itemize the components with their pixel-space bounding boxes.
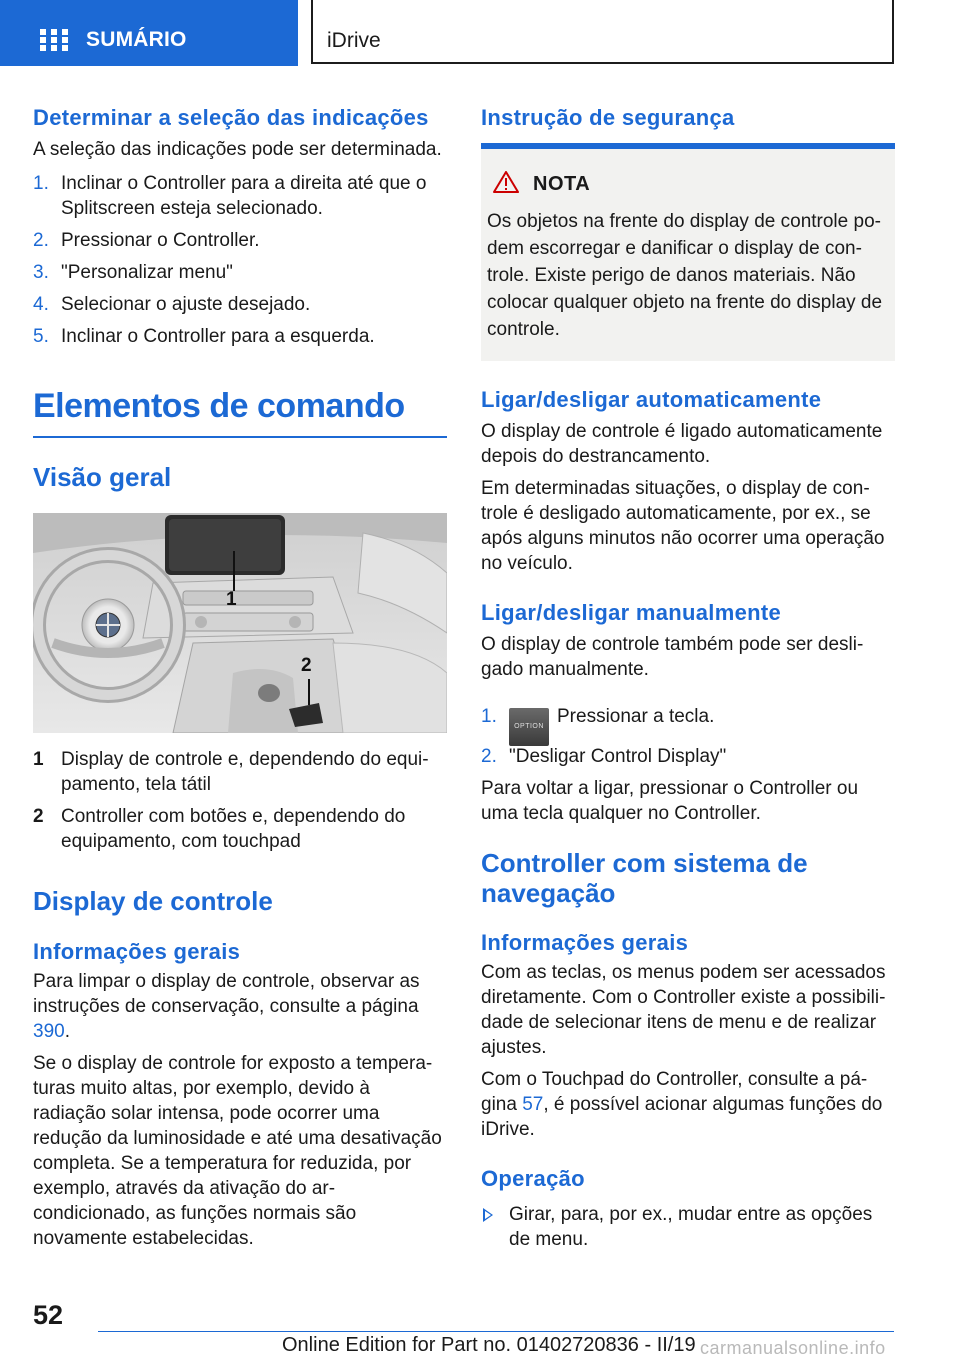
section-heading-overview: Visão geral <box>33 462 172 492</box>
legend-number: 1 <box>33 749 44 770</box>
callout-1: 1 <box>226 589 237 610</box>
manual-steps <box>481 698 895 769</box>
manual-paragraph-1: O display de controle também pode ser desligado manualmente. <box>481 634 864 680</box>
watermark: carmanualsonline.info <box>700 1338 886 1358</box>
section-heading-safety: Instrução de segurança <box>481 105 735 130</box>
step-text: Inclinar o Controller para a direita até que o Splitscreen esteja selecionado. <box>61 173 427 219</box>
page-number: 52 <box>33 1300 64 1330</box>
bullet-text: Girar, para, por ex., mudar entre as opções de menu. <box>509 1204 873 1250</box>
nav-text-end: , é possível acionar algumas funções do iDrive. <box>481 1094 883 1140</box>
footer-edition: Online Edition for Part no. 01402720836 - II/19 <box>282 1334 696 1356</box>
step-text: "Personalizar menu" <box>61 262 233 283</box>
option-key-icon: OPTION <box>509 708 549 746</box>
section-heading-selection: Determinar a seleção das indicações <box>33 105 429 130</box>
right-column <box>481 100 895 1252</box>
nav-text: Com o Touchpad do Controller, consulte a página <box>481 1069 868 1115</box>
step-text: "Desligar Control Display" <box>509 746 727 767</box>
list-item <box>33 260 447 285</box>
step-text: Selecionar o ajuste desejado. <box>61 294 311 315</box>
step-text: Pressionar o Controller. <box>61 230 260 251</box>
legend-text: Controller com botões e, dependendo do equipamento, com touchpad <box>61 806 406 852</box>
sumario-label: SUMÁRIO <box>86 28 187 51</box>
subsection-heading-nav-info: Informações gerais <box>481 930 689 955</box>
section-heading-display: Display de controle <box>33 886 273 916</box>
step-number: 3. <box>33 262 49 283</box>
legend <box>33 747 447 854</box>
nota-box <box>481 143 895 361</box>
nota-label: NOTA <box>533 173 591 195</box>
legend-item <box>33 747 447 797</box>
top-navigation <box>0 0 960 66</box>
selection-steps <box>33 171 447 349</box>
info-text-end: . <box>64 1021 70 1042</box>
step-number: 1. <box>33 173 49 194</box>
page-link-57[interactable]: 57 <box>522 1094 544 1115</box>
manual-paragraph-2: Para voltar a ligar, pressionar o Controller ou uma tecla qualquer no Controller. <box>481 778 859 824</box>
auto-paragraph-1: O display de controle é ligado automaticamente depois do destrancamento. <box>481 421 883 467</box>
list-item <box>33 171 447 221</box>
breadcrumb[interactable] <box>311 0 894 64</box>
info-text: Para limpar o display de controle, observar as instruções de conservação, consulte a página <box>33 971 420 1017</box>
sumario-button[interactable] <box>0 0 298 66</box>
nota-title <box>493 171 887 198</box>
nav-paragraph-1: Com as teclas, os menus podem ser acessados diretamente. Com o Controller existe a possibilidade de selecionar itens de menu e de realizar ajustes. <box>481 962 886 1058</box>
left-column <box>33 100 447 1251</box>
page-link-390[interactable]: 390 <box>33 1021 65 1042</box>
dashboard-illustration <box>33 513 447 733</box>
nav-paragraph-2 <box>481 1067 895 1142</box>
section-heading-auto: Ligar/desligar automaticamente <box>481 387 822 412</box>
list-item <box>481 698 895 736</box>
section-heading-manual: Ligar/desligar manualmente <box>481 600 781 625</box>
step-number: 4. <box>33 294 49 315</box>
section-heading-navigation: Controller com sistema de navegação <box>481 848 808 908</box>
subsection-heading-info: Informações gerais <box>33 939 241 964</box>
list-item <box>33 292 447 317</box>
step-number: 2. <box>33 230 49 251</box>
grid-menu-icon <box>40 29 68 51</box>
legend-number: 2 <box>33 806 44 827</box>
step-number: 5. <box>33 326 49 347</box>
info-paragraph-1 <box>33 969 447 1044</box>
footer-rule <box>98 1331 894 1332</box>
list-item <box>481 744 895 769</box>
step-number: 2. <box>481 746 497 767</box>
dashboard-drawing <box>33 513 447 733</box>
legend-item <box>33 804 447 854</box>
callout-2: 2 <box>301 655 312 676</box>
warning-icon <box>493 171 519 198</box>
legend-text: Display de controle e, dependendo do equipamento, tela tátil <box>61 749 429 795</box>
step-text: Pressionar a tecla. <box>557 706 715 727</box>
chapter-title: Elementos de comando <box>33 387 405 425</box>
list-item <box>33 324 447 349</box>
chapter-rule <box>33 436 447 438</box>
info-paragraph-2: Se o display de controle for exposto a temperaturas muito altas, por exemplo, devido à radiação solar intensa, pode ocorrer uma redução da luminosidade e até uma desativação completa. Se a temperatura for reduzida, por exemplo, através da ativação do ar-condicionado, as funções normais são novamente estabelecidas. <box>33 1053 442 1249</box>
selection-intro: A seleção das indicações pode ser determinada. <box>33 139 442 160</box>
nota-text: Os objetos na frente do display de controle podem escorregar e danificar o display de controle. Existe perigo de danos materiais. Não colocar qualquer objeto na frente do display de controle. <box>487 211 883 340</box>
subsection-heading-operation: Operação <box>481 1166 585 1191</box>
step-number: 1. <box>481 706 497 727</box>
breadcrumb-label: iDrive <box>327 29 381 52</box>
bullet-triangle-icon <box>483 1208 493 1222</box>
step-text: Inclinar o Controller para a esquerda. <box>61 326 375 347</box>
auto-paragraph-2: Em determinadas situações, o display de controle é desligado automaticamente, por ex., se após alguns minutos não ocorrer uma operação no veículo. <box>481 478 885 574</box>
list-item <box>33 228 447 253</box>
list-item <box>481 1202 895 1252</box>
